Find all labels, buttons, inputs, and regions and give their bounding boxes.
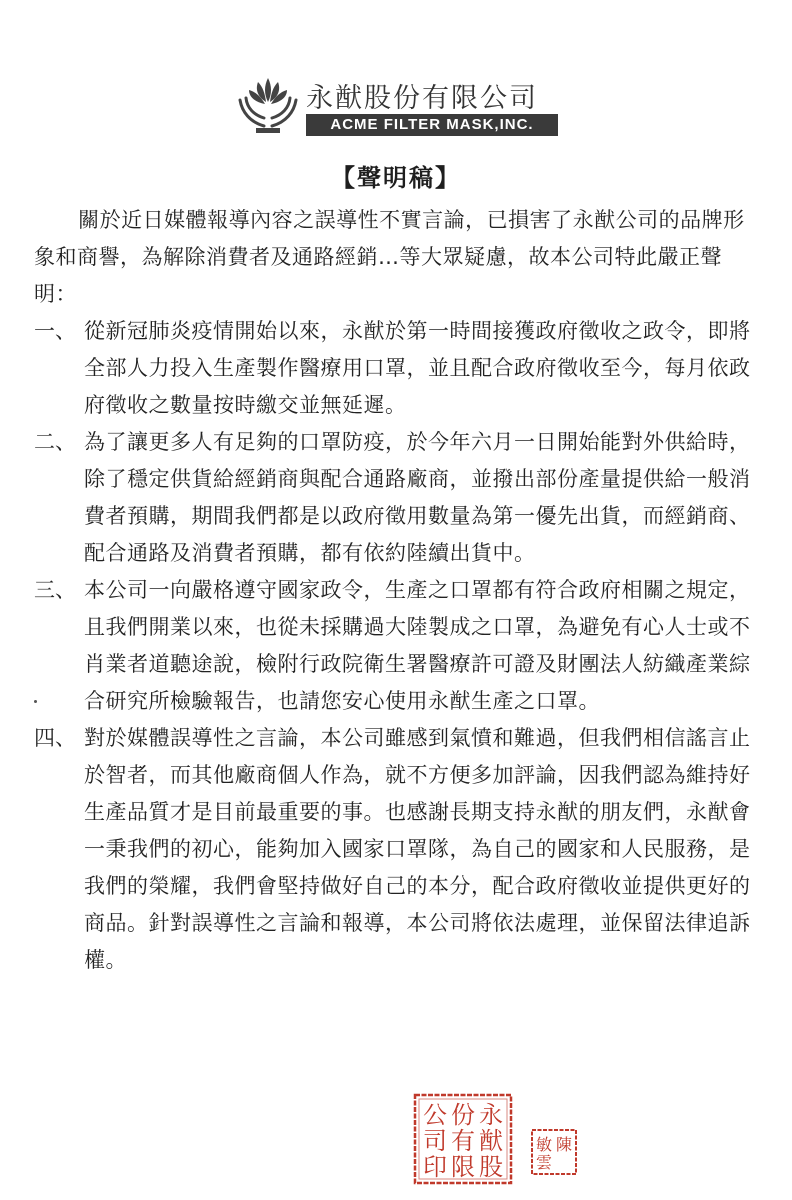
statement-item-2 bbox=[34, 424, 764, 572]
personal-seal-character: 敏 bbox=[535, 1135, 553, 1154]
seal-character: 有 bbox=[451, 1127, 475, 1155]
seal-character: 股 bbox=[479, 1153, 503, 1181]
seal-character: 公 bbox=[423, 1101, 447, 1129]
seal-character: 限 bbox=[451, 1153, 475, 1181]
company-name-chinese: 永猷股份有限公司 bbox=[306, 83, 538, 114]
statement-item-1 bbox=[34, 313, 764, 424]
statement-body bbox=[34, 202, 764, 979]
item-text: 為了讓更多人有足夠的口罩防疫，於今年六月一日開始能對外供給時，除了穩定供貨給經銷商與配合通路廠商，並撥出部份產量提供給一般消費者預購，期間我們都是以政府徵用數量為第一優先出貨，而經銷商、配合通路及消費者預購，都有依約陸續出貨中。 bbox=[84, 430, 751, 565]
item-number: 三、 bbox=[34, 578, 76, 602]
scan-speck bbox=[34, 700, 37, 703]
item-number: 二、 bbox=[34, 430, 76, 454]
intro-paragraph: 關於近日媒體報導內容之誤導性不實言論，已損害了永猷公司的品牌形象和商譽，為解除消費者及通路經銷…等大眾疑慮，故本公司特此嚴正聲明： bbox=[34, 208, 745, 306]
statement-item-4 bbox=[34, 720, 764, 979]
seal-character: 印 bbox=[423, 1153, 447, 1181]
letterhead bbox=[236, 70, 566, 140]
item-text: 本公司一向嚴格遵守國家政令，生產之口罩都有符合政府相關之規定，且我們開業以來，也從未採購過大陸製成之口罩，為避免有心人士或不肖業者道聽途說，檢附行政院衛生署醫療許可證及財團法人紡織產業綜合研究所檢驗報告，也請您安心使用永猷生產之口罩。 bbox=[84, 578, 751, 713]
company-seal-stamp bbox=[413, 1093, 513, 1185]
personal-seal-character: 雲 bbox=[535, 1153, 553, 1172]
document-title: 【聲明稿】 bbox=[331, 164, 461, 192]
seal-character: 永 bbox=[479, 1101, 503, 1129]
item-text: 對於媒體誤導性之言論，本公司雖感到氣憤和難過，但我們相信謠言止於智者，而其他廠商個人作為，就不方便多加評論，因我們認為維持好生產品質才是目前最重要的事。也感謝長期支持永猷的朋友們，永猷會一秉我們的初心，能夠加入國家口罩隊，為自己的國家和人民服務，是我們的榮耀，我們會堅持做好自己的本分，配合政府徵收並提供更好的商品。針對誤導性之言論和報導，本公司將依法處理，並保留法律追訴權。 bbox=[84, 726, 751, 972]
personal-seal-stamp bbox=[530, 1128, 578, 1176]
personal-seal-character: 陳 bbox=[555, 1135, 573, 1154]
seal-character: 份 bbox=[451, 1101, 475, 1129]
item-number: 四、 bbox=[34, 726, 76, 750]
statement-item-3 bbox=[34, 572, 764, 720]
hands-holding-plant-icon bbox=[236, 72, 300, 136]
item-number: 一、 bbox=[34, 319, 76, 343]
seal-character: 司 bbox=[423, 1127, 447, 1155]
seal-character: 猷 bbox=[479, 1127, 503, 1155]
item-text: 從新冠肺炎疫情開始以來，永猷於第一時間接獲政府徵收之政令，即將全部人力投入生產製作醫療用口罩，並且配合政府徵收至今，每月依政府徵收之數量按時繳交並無延遲。 bbox=[84, 319, 751, 417]
company-name-english: ACME FILTER MASK,INC. bbox=[306, 114, 558, 136]
